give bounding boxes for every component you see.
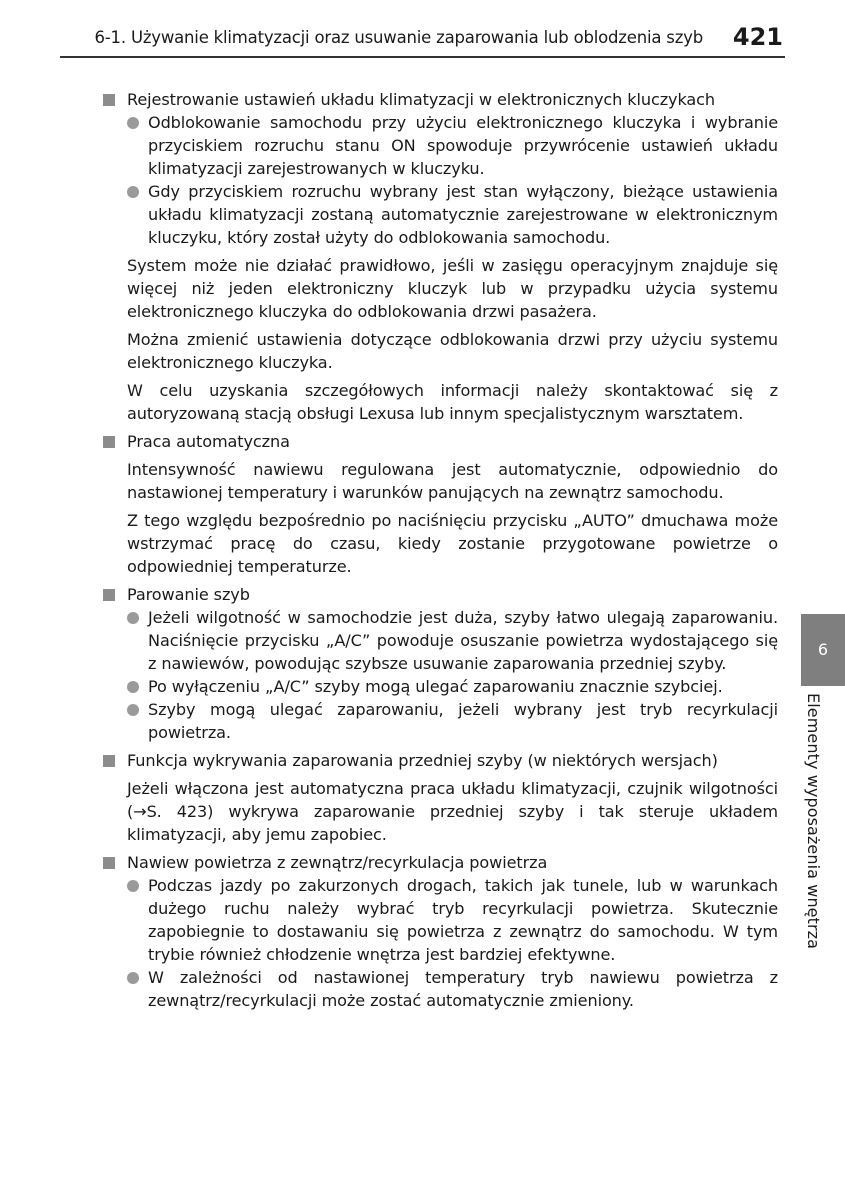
section-automatic-mode — [103, 430, 778, 578]
paragraph: Jeżeli włączona jest automatyczna praca układu klimatyzacji, czujnik wilgotności (→S. 423) wykrywa zaparowanie przedniej szyby i tak steruje układem klimatyzacji, aby jemu zapobiec. — [127, 779, 778, 844]
bullet-item — [103, 966, 778, 1012]
paragraph: Z tego względu bezpośrednio po naciśnięciu przycisku „AUTO” dmuchawa może wstrzymać pracę do czasu, kiedy zostanie przygotowane powietrze o odpowiedniej temperaturze. — [127, 511, 778, 576]
square-bullet-icon — [103, 94, 115, 106]
bullet-item — [103, 874, 778, 966]
circle-bullet-icon — [127, 186, 139, 198]
bullet-item — [103, 606, 778, 675]
section-heading-text: Nawiew powietrza z zewnątrz/recyrkulacja powietrza — [127, 853, 548, 872]
section-heading — [103, 88, 778, 111]
square-bullet-icon — [103, 436, 115, 448]
square-bullet-icon — [103, 755, 115, 767]
square-bullet-icon — [103, 857, 115, 869]
bullet-text: Podczas jazdy po zakurzonych drogach, takich jak tunele, lub w warunkach dużego ruchu należy wybrać tryb recyrkulacji powietrza. Skutecznie zapobiegnie to dostawaniu się powietrza z zewnątrz do samochodu. W tym trybie również chłodzenie wnętrza jest bardziej efektywne. — [148, 876, 778, 964]
chapter-number: 6 — [817, 640, 829, 659]
circle-bullet-icon — [127, 612, 139, 624]
paragraph: System może nie działać prawidłowo, jeśli w zasięgu operacyjnym znajduje się więcej niż jeden elektroniczny kluczyk lub w przypadku użycia systemu elektronicznego kluczyka do odblokowania drzwi pasażera. — [127, 256, 778, 321]
bullet-item — [103, 698, 778, 744]
circle-bullet-icon — [127, 681, 139, 693]
section-air-intake — [103, 851, 778, 1012]
bullet-item — [103, 675, 778, 698]
bullet-text: Po wyłączeniu „A/C” szyby mogą ulegać zaparowaniu znacznie szybciej. — [148, 677, 723, 696]
section-fog-detection — [103, 749, 778, 846]
section-heading — [103, 851, 778, 874]
circle-bullet-icon — [127, 704, 139, 716]
circle-bullet-icon — [127, 117, 139, 129]
bullet-text: Odblokowanie samochodu przy użyciu elektronicznego kluczyka i wybranie przyciskiem rozruchu stanu ON spowoduje przywrócenie ustawień układu klimatyzacji zarejestrowanych w kluczyku. — [148, 113, 778, 178]
circle-bullet-icon — [127, 880, 139, 892]
bullet-text: Jeżeli wilgotność w samochodzie jest duża, szyby łatwo ulegają zaparowaniu. Naciśnięcie przycisku „A/C” powoduje osuszanie powietrza wydostającego się z nawiewów, powodując szybsze usuwanie zaparowania przedniej szyby. — [148, 608, 778, 673]
bullet-item — [103, 180, 778, 249]
bullet-text: Gdy przyciskiem rozruchu wybrany jest stan wyłączony, bieżące ustawienia układu klimatyzacji zostaną automatycznie zarejestrowane w elektronicznym kluczyku, który został użyty do odblokowania samochodu. — [148, 182, 778, 247]
bullet-item — [103, 111, 778, 180]
section-climate-key-memory — [103, 88, 778, 425]
bullet-text: W zależności od nastawionej temperatury tryb nawiewu powietrza z zewnątrz/recyrkulacji może zostać automatycznie zmieniony. — [148, 968, 778, 1010]
page-content — [103, 88, 778, 1017]
chapter-title: 6-1. Używanie klimatyzacji oraz usuwanie zaparowania lub oblodzenia szyb — [94, 28, 703, 47]
chapter-label: Elementy wyposażenia wnętrza — [804, 693, 823, 950]
section-heading-text: Rejestrowanie ustawień układu klimatyzacji w elektronicznych kluczykach — [127, 90, 716, 109]
section-heading-text: Parowanie szyb — [127, 585, 250, 604]
chapter-tab — [801, 614, 845, 686]
section-heading — [103, 749, 778, 772]
paragraph: Intensywność nawiewu regulowana jest automatycznie, odpowiednio do nastawionej temperatury i warunków panujących na zewnątrz samochodu. — [127, 460, 778, 502]
circle-bullet-icon — [127, 972, 139, 984]
page-header — [60, 22, 785, 58]
paragraph: Można zmienić ustawienia dotyczące odblokowania drzwi przy użyciu systemu elektronicznego kluczyka. — [127, 330, 778, 372]
section-heading-text: Funkcja wykrywania zaparowania przedniej szyby (w niektórych wersjach) — [127, 751, 718, 770]
section-heading — [103, 583, 778, 606]
section-heading-text: Praca automatyczna — [127, 432, 290, 451]
section-heading — [103, 430, 778, 453]
section-window-fogging — [103, 583, 778, 744]
page-number: 421 — [732, 23, 783, 51]
bullet-text: Szyby mogą ulegać zaparowaniu, jeżeli wybrany jest tryb recyrkulacji powietrza. — [148, 700, 778, 742]
square-bullet-icon — [103, 589, 115, 601]
paragraph: W celu uzyskania szczegółowych informacji należy skontaktować się z autoryzowaną stacją obsługi Lexusa lub innym specjalistycznym warsztatem. — [127, 381, 778, 423]
